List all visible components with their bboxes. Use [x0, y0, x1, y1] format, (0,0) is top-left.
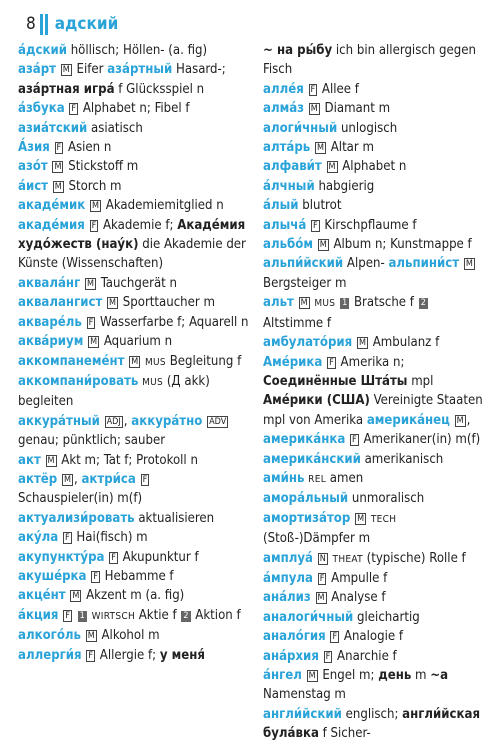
right-column	[263, 41, 485, 744]
definition-text	[58, 530, 62, 545]
grammar-label: M	[317, 143, 324, 154]
dictionary-entry	[18, 470, 249, 509]
dictionary-entry	[18, 626, 249, 645]
definition-text	[350, 511, 354, 526]
headword: алоги́чный	[263, 120, 338, 136]
dictionary-entry	[18, 177, 249, 196]
grammar-label: F	[65, 610, 70, 621]
definition-text: Stickstoff m	[64, 159, 139, 175]
definition-text: englisch;	[341, 706, 403, 722]
definition-text	[81, 628, 85, 643]
definition-text: Vereinigte Staaten mpl von Amerika	[263, 393, 483, 428]
dictionary-entry	[18, 274, 249, 313]
headword: альт	[263, 295, 294, 311]
grammar-label: ADV	[209, 416, 227, 427]
definition-text	[202, 414, 206, 429]
dictionary-entry	[263, 353, 485, 469]
dictionary-entry	[263, 157, 485, 176]
definition-text: m	[411, 668, 431, 683]
definition-text: Analyse f	[327, 590, 386, 606]
definition-text: Amerika n;	[336, 354, 405, 370]
dictionary-entry	[18, 567, 249, 586]
dictionary-entry	[263, 138, 485, 157]
headword: а́ист	[18, 178, 49, 194]
sub-headword: акаде́мия	[18, 217, 85, 233]
definition-text: mpl	[407, 373, 434, 389]
phrase: Соединённые Шта́ты	[263, 373, 408, 389]
definition-text	[83, 334, 87, 349]
sub-headword: америка́нец	[366, 412, 450, 428]
definition-text	[41, 453, 45, 468]
dictionary-entry	[263, 235, 485, 254]
dictionary-entry	[18, 41, 249, 60]
definition-text: Altar m	[327, 140, 374, 156]
headword: аква́риум	[18, 334, 84, 350]
definition-text: f Sicher-	[318, 726, 371, 742]
grammar-label: M	[308, 671, 316, 681]
headword: аллерги́я	[18, 647, 82, 663]
definition-text	[352, 335, 356, 350]
definition-text: Altstimme f	[263, 315, 332, 331]
grammar-label: M	[72, 591, 80, 602]
definition-text	[66, 588, 70, 603]
dictionary-entry	[18, 606, 249, 626]
sub-headword: аза́ртный	[107, 62, 173, 78]
running-headword: адский	[54, 14, 119, 34]
definition-text: Analogie f	[340, 629, 404, 645]
phrase: аза́ртная игра́	[18, 81, 115, 97]
headword: амплуа́	[263, 550, 313, 566]
dictionary-entry	[263, 509, 485, 549]
headword: алыча́	[263, 217, 307, 233]
definition-text	[50, 140, 54, 155]
grammar-label: F	[313, 220, 318, 231]
dictionary-entry	[18, 138, 249, 157]
headword: амора́льный	[263, 491, 349, 507]
definition-text	[57, 472, 61, 487]
definition-text	[459, 256, 463, 271]
definition-text: Engel m;	[318, 668, 379, 683]
page-header	[26, 9, 118, 39]
dictionary-entry	[263, 647, 485, 666]
definition-text: Ambulanz f	[368, 335, 440, 351]
definition-text	[82, 648, 86, 663]
grammar-label: F	[71, 104, 77, 115]
grammar-label: M	[300, 298, 308, 309]
grammar-label: F	[329, 357, 334, 368]
definition-text	[304, 101, 308, 116]
definition-text: (typische) Rolle f	[362, 550, 466, 566]
definition-text	[59, 608, 63, 623]
definition-text	[294, 295, 298, 310]
sub-headword: америка́нка	[263, 432, 346, 448]
definition-text: ,	[466, 412, 471, 428]
dictionary-entry	[18, 313, 249, 332]
headword: азо́т	[18, 159, 48, 175]
grammar-label: M	[109, 298, 117, 309]
definition-text: genau; pünktlich; sauber	[18, 433, 166, 449]
dictionary-entry	[18, 451, 249, 470]
grammar-label: F	[56, 143, 62, 154]
dictionary-entry	[18, 646, 249, 665]
headword: а́мпула	[263, 570, 313, 586]
headword: ами́нь	[263, 470, 305, 486]
definition-text	[313, 551, 317, 566]
grammar-label: M	[456, 415, 464, 426]
definition-text	[313, 571, 317, 586]
definition-text	[302, 668, 306, 683]
headword: ана́лиз	[263, 590, 311, 606]
dictionary-entry	[263, 216, 485, 235]
definition-text: Album n; Kunstmappe f	[329, 237, 472, 253]
grammar-label: M	[131, 356, 139, 367]
grammar-label: M	[86, 278, 94, 289]
dictionary-entry	[263, 196, 485, 215]
grammar-label: M	[92, 201, 100, 212]
definition-text: Ampulle f	[327, 570, 388, 586]
grammar-label: ADJ	[106, 416, 121, 427]
definition-text	[124, 354, 128, 369]
headword: а́кция	[18, 607, 59, 623]
definition-text: Alphabet n; Fibel f	[79, 101, 190, 117]
phrase: ~а	[430, 668, 449, 683]
definition-text: unlogisch	[337, 120, 398, 136]
grammar-label: M	[465, 259, 473, 270]
dictionary-entry	[263, 99, 485, 118]
headword: а́дский	[18, 43, 67, 58]
definition-text	[65, 101, 69, 116]
definition-text: Alkohol m	[97, 628, 160, 644]
definition-text: Akademie f;	[99, 217, 178, 233]
headword: акце́нт	[18, 588, 66, 604]
definition-text: ,	[73, 471, 82, 487]
definition-text: Eifer	[72, 62, 108, 78]
grammar-label: M	[54, 181, 62, 192]
definition-text	[450, 413, 454, 428]
definition-text	[313, 237, 317, 252]
grammar-label: M	[63, 474, 71, 485]
dictionary-entry	[18, 332, 249, 351]
field-label: WIRTSCH	[91, 610, 136, 622]
definition-text: (Stoß-)Dämpfer m	[263, 531, 371, 547]
definition-text: Allee f	[318, 81, 359, 97]
sub-headword: альпини́ст	[388, 256, 460, 272]
dictionary-entry	[18, 352, 249, 412]
grammar-label: M	[47, 455, 55, 466]
grammar-label: M	[328, 162, 336, 173]
definition-text	[82, 315, 86, 330]
definition-text	[136, 472, 140, 487]
dictionary-entry	[263, 119, 485, 138]
field-label: TECH	[370, 513, 397, 525]
grammar-label: F	[93, 571, 98, 582]
sense-number: 1	[342, 298, 348, 309]
dictionary-entry	[263, 469, 485, 489]
definition-text: Tauchgerät n	[96, 275, 177, 291]
headword: Аме́рика	[263, 354, 323, 370]
dictionary-entry	[263, 705, 485, 744]
headword: актёр	[18, 471, 58, 487]
definition-text: Akademiemitglied n	[102, 198, 224, 214]
dictionary-entry	[263, 254, 485, 293]
definition-text	[100, 414, 104, 429]
grammar-label: M	[317, 593, 325, 604]
headword: англи́йский	[263, 706, 342, 722]
grammar-label: M	[87, 631, 95, 642]
definition-text: Aktie f	[135, 607, 181, 623]
definition-text: Akupunktur f	[118, 549, 199, 565]
field-label: MUS	[144, 356, 166, 368]
definition-text	[56, 62, 60, 77]
header-bar-icon	[45, 14, 48, 35]
dictionary-entry	[263, 41, 485, 80]
field-label: MUS	[142, 376, 164, 388]
headword: алле́я	[263, 81, 304, 97]
headword: а́лый	[263, 198, 299, 214]
dictionary-entry	[263, 666, 485, 705]
definition-text: Alphabet n	[338, 159, 407, 175]
definition-text: Namenstag m	[263, 687, 346, 703]
definition-text	[85, 218, 89, 233]
dictionary-entry	[263, 293, 485, 333]
headword: а́збука	[18, 101, 65, 117]
definition-text: amen	[326, 470, 364, 486]
definition-text: Bergsteiger m	[263, 275, 347, 291]
headword: аккура́тный	[18, 413, 100, 429]
definition-text: ,	[123, 413, 132, 429]
definition-text: Akzent m (a. fig)	[82, 588, 185, 604]
definition-text: f Glücksspiel n	[114, 81, 205, 97]
phrase: Аме́рики (США)	[263, 393, 370, 409]
grammar-label: M	[357, 513, 365, 524]
definition-text	[322, 159, 326, 174]
dictionary-entry	[18, 157, 249, 176]
definition-text	[102, 295, 106, 310]
phrase: Акаде́мия худо́жеств (нау́к)	[18, 217, 246, 253]
definition-text	[48, 159, 52, 174]
grammar-label: F	[332, 632, 338, 643]
definition-text	[326, 629, 330, 644]
definition-text	[322, 355, 326, 370]
sub-headword: аккура́тно	[131, 413, 203, 429]
definition-text: Amerikaner(in) m(f)	[359, 432, 481, 448]
sub-headword: аквалангист	[18, 295, 103, 311]
definition-text: Kirschpflaume f	[320, 217, 417, 233]
field-label: MUS	[314, 298, 336, 310]
headword: актуализи́ровать	[18, 510, 135, 526]
grammar-label: F	[91, 220, 97, 231]
grammar-label: F	[310, 84, 316, 95]
sense-number: 2	[183, 610, 189, 621]
headword: альпи́йский	[263, 256, 344, 272]
headword: а́лчный	[263, 178, 315, 194]
headword: алфави́т	[263, 159, 322, 175]
dictionary-entry	[18, 60, 249, 99]
dictionary-entry	[18, 528, 249, 547]
sub-headword: америка́нский	[263, 451, 361, 467]
headword: амбулато́рия	[263, 335, 353, 351]
definition-text: Hasard-;	[172, 62, 226, 78]
definition-text	[104, 550, 108, 565]
definition-text: Alpen-	[343, 256, 389, 272]
grammar-label: F	[88, 650, 94, 661]
headword: алкого́ль	[18, 628, 82, 644]
headword: акупункту́ра	[18, 549, 105, 565]
definition-text: (Д akk) begleiten	[18, 373, 210, 410]
headword: ана́рхия	[263, 648, 319, 664]
definition-text	[85, 198, 89, 213]
dictionary-entry	[18, 196, 249, 274]
dictionary-entry	[18, 548, 249, 567]
grammar-label: F	[88, 317, 94, 328]
grammar-label: M	[62, 65, 70, 76]
headword: аналоги́чный	[263, 609, 354, 625]
sub-headword: актри́са	[81, 471, 136, 487]
grammar-label: M	[310, 104, 318, 115]
headword: а́нгел	[263, 668, 302, 683]
definition-text	[80, 276, 84, 291]
dictionary-entry	[263, 608, 485, 647]
definition-text	[73, 608, 77, 623]
definition-text: habgierig	[314, 178, 375, 194]
headword: альбо́м	[263, 237, 313, 253]
grammar-label: F	[64, 533, 70, 544]
field-label: REL	[308, 473, 327, 485]
headword: амортиза́тор	[263, 510, 351, 526]
sub-headword: аккомпани́ровать	[18, 373, 139, 389]
definition-text: amerikanisch	[360, 451, 444, 467]
sense-number: 2	[420, 298, 426, 309]
definition-text: Begleitung f	[165, 353, 242, 369]
grammar-label: F	[111, 552, 116, 563]
definition-text: höllisch; Höllen- (a. fig)	[66, 43, 208, 58]
definition-text: Aktion f	[191, 607, 241, 623]
grammar-label: F	[325, 651, 331, 662]
headword: алма́з	[263, 101, 305, 117]
dictionary-entry	[263, 80, 485, 99]
sense-number: 1	[79, 610, 85, 621]
field-label: THEAT	[332, 553, 363, 565]
grammar-label: M	[319, 240, 327, 251]
definition-text	[306, 218, 310, 233]
dictionary-entry	[18, 119, 249, 138]
definition-text: unmoralisch	[348, 491, 425, 507]
dictionary-entry	[263, 177, 485, 196]
headword: А́зия	[18, 140, 50, 156]
phrase: день	[378, 668, 412, 683]
definition-text: Aquarium n	[100, 334, 173, 350]
definition-text: Bratsche f	[350, 295, 418, 311]
definition-text: Sporttaucher m	[119, 295, 215, 311]
definition-text: Allergie f;	[96, 647, 160, 663]
definition-text: Wasserfarbe f; Aquarell n	[96, 314, 249, 330]
dictionary-entry	[263, 489, 485, 508]
grammar-label: F	[142, 474, 148, 485]
definition-text: Hebamme f	[100, 568, 174, 584]
dictionary-entry	[263, 333, 485, 352]
definition-text: die Akademie der Künste (Wissenschaften)	[18, 237, 246, 272]
definition-text	[310, 140, 314, 155]
definition-text: Asien n	[64, 140, 112, 156]
definition-text	[319, 649, 323, 664]
dictionary-entry	[263, 569, 485, 588]
grammar-label: F	[352, 435, 357, 446]
definition-text	[335, 295, 339, 310]
definition-text: Anarchie f	[333, 648, 397, 664]
dictionary-entry	[18, 586, 249, 605]
headword: алта́рь	[263, 140, 311, 156]
grammar-label: M	[54, 162, 62, 173]
header-bar-icon	[40, 14, 43, 35]
page-number: 8	[26, 14, 36, 34]
headword: аку́ла	[18, 530, 59, 546]
definition-text: asiatisch	[87, 120, 143, 136]
grammar-label: F	[319, 573, 325, 584]
grammar-label: N	[319, 553, 326, 564]
headword: акаде́мик	[18, 198, 86, 214]
definition-text	[311, 590, 315, 605]
headword: акваре́ль	[18, 314, 82, 330]
headword: акуше́рка	[18, 568, 87, 584]
grammar-label: M	[90, 337, 98, 348]
definition-text	[87, 569, 91, 584]
headword: аквала́нг	[18, 275, 81, 291]
definition-text: Akt m; Tat f; Protokoll n	[57, 452, 198, 468]
definition-text: Diamant m	[320, 101, 391, 117]
definition-text: Storch m	[64, 178, 122, 194]
dictionary-entry	[263, 549, 485, 569]
headword: акт	[18, 452, 41, 468]
phrase: ~ на ры́бу	[263, 43, 333, 58]
dictionary-entry	[263, 588, 485, 607]
dictionary-entry	[18, 412, 249, 451]
definition-text	[304, 82, 308, 97]
definition-text: blutrot	[298, 198, 342, 214]
headword: аза́рт	[18, 62, 57, 78]
sub-headword: анало́гия	[263, 629, 326, 645]
definition-text: gleichartig	[353, 609, 420, 625]
phrase: англи́йская була́вка	[263, 706, 481, 742]
dictionary-entry	[18, 509, 249, 528]
grammar-label: M	[358, 338, 366, 349]
phrase: у меня́	[159, 647, 205, 663]
definition-text	[345, 432, 349, 447]
definition-text: aktualisieren	[134, 510, 215, 526]
headword: аккомпанеме́нт	[18, 353, 125, 369]
definition-text: ich bin allergisch gegen Fisch	[263, 43, 476, 78]
dictionary-entry	[18, 99, 249, 118]
definition-text: Hai(fisch) m	[72, 530, 148, 546]
definition-text: Schauspieler(in) m(f)	[18, 491, 143, 507]
headword: азиа́тский	[18, 120, 88, 136]
definition-text	[48, 179, 52, 194]
left-column	[18, 41, 249, 665]
